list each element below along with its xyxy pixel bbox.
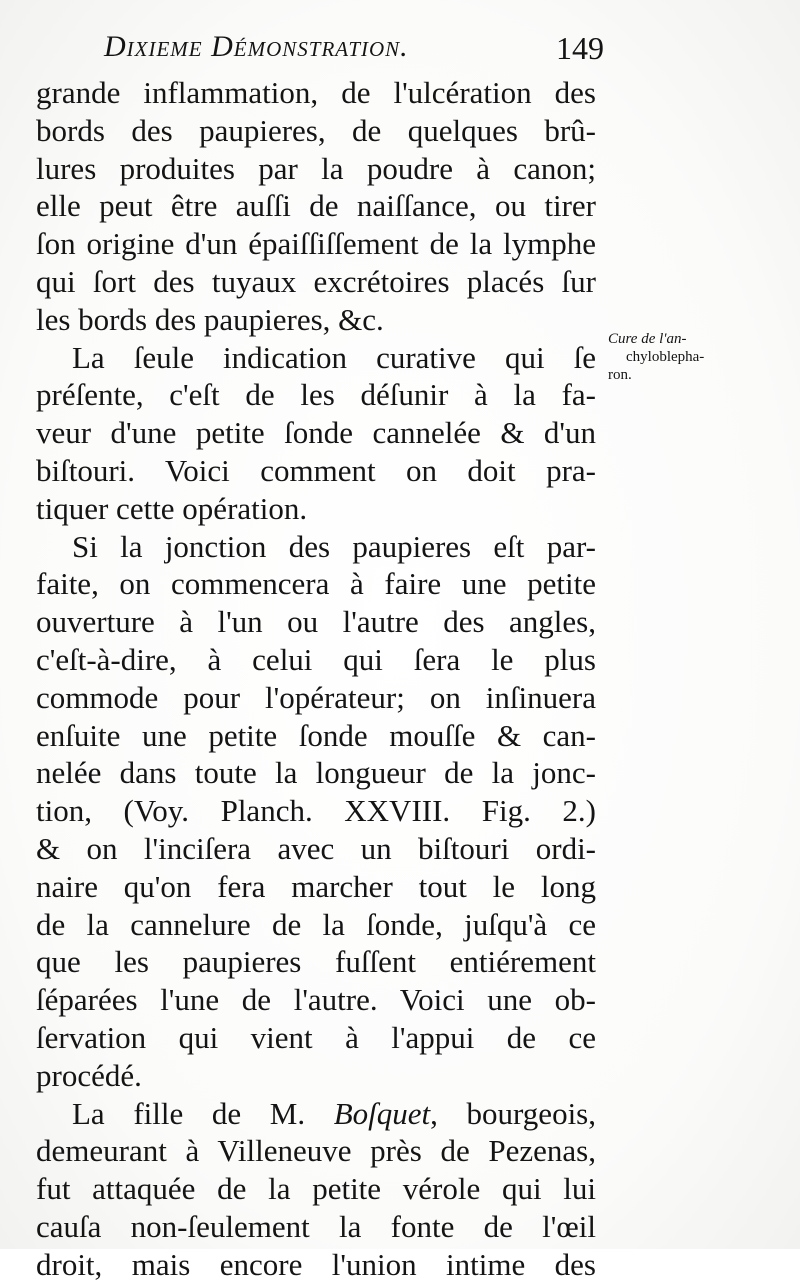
text-line: bords des paupieres, de quelques brû-	[36, 112, 596, 148]
text-line: c'eſt-à-dire, à celui qui ſera le plus	[36, 641, 596, 677]
margin-note	[608, 330, 738, 384]
text-line: Si la jonction des paupieres eſt par-	[72, 528, 596, 564]
text-line: de la cannelure de la ſonde, juſqu'à ce	[36, 906, 596, 942]
text-segment: La fille de M.	[72, 1095, 334, 1131]
text-line: nelée dans toute la longueur de la jonc-	[36, 755, 596, 791]
text-line: tion, (Voy. Planch. XXVIII. Fig. 2.)	[36, 793, 596, 829]
text-line: préſente, c'eſt de les déſunir à la fa-	[36, 377, 596, 413]
text-line: demeurant à Villeneuve près de Pezenas,	[36, 1133, 596, 1169]
text-line: faite, on commencera à faire une petite	[36, 566, 596, 602]
text-line: fut attaquée de la petite vérole qui lui	[36, 1171, 596, 1207]
text-line: biſtouri. Voici comment on doit pra-	[36, 452, 596, 488]
text-line: & on l'inciſera avec un biſtouri ordi-	[36, 830, 596, 866]
text-line: tiquer cette opération.	[36, 490, 308, 526]
text-line	[36, 1095, 596, 1133]
margin-note-line: ron.	[608, 367, 632, 383]
text-line: commode pour l'opérateur; on inſinuera	[36, 679, 596, 715]
text-line: ſervation qui vient à l'appui de ce	[36, 1019, 596, 1055]
page-header	[104, 28, 604, 76]
text-segment: , bourgeois,	[430, 1095, 596, 1131]
text-line: ſéparées l'une de l'autre. Voici une ob-	[36, 982, 596, 1018]
text-line: que les paupieres fuſſent entiérement	[36, 944, 596, 980]
body-text	[36, 74, 596, 1284]
text-line: enſuite une petite ſonde mouſſe & can-	[36, 717, 596, 753]
text-line: qui ſort des tuyaux excrétoires placés ſur	[36, 263, 596, 299]
text-line: grande inflammation, de l'ulcération des	[36, 75, 596, 110]
text-line: La ſeule indication curative qui ſe	[72, 339, 596, 375]
running-title: Dixieme Démonstration.	[104, 30, 409, 63]
text-line: ouverture à l'un ou l'autre des angles,	[36, 604, 596, 640]
margin-note-line: Cure de l'an-	[608, 331, 687, 347]
text-line: droit, mais encore l'union intime des	[36, 1246, 596, 1282]
text-line: les bords des paupieres, &c.	[36, 301, 384, 337]
person-name: Boſquet	[333, 1095, 431, 1131]
text-line: elle peut être auſſi de naiſſance, ou tirer	[36, 188, 596, 224]
text-line: ſon origine d'un épaiſſiſſement de la lymphe	[36, 226, 596, 262]
page-number: 149	[556, 30, 604, 66]
text-line: naire qu'on fera marcher tout le long	[36, 868, 596, 904]
text-line: cauſa non-ſeulement la fonte de l'œil	[36, 1208, 596, 1244]
text-line: procédé.	[36, 1057, 142, 1093]
margin-note-line: chyloblepha-	[626, 349, 705, 365]
text-line: veur d'une petite ſonde cannelée & d'un	[36, 415, 596, 451]
text-line: lures produites par la poudre à canon;	[36, 150, 596, 186]
